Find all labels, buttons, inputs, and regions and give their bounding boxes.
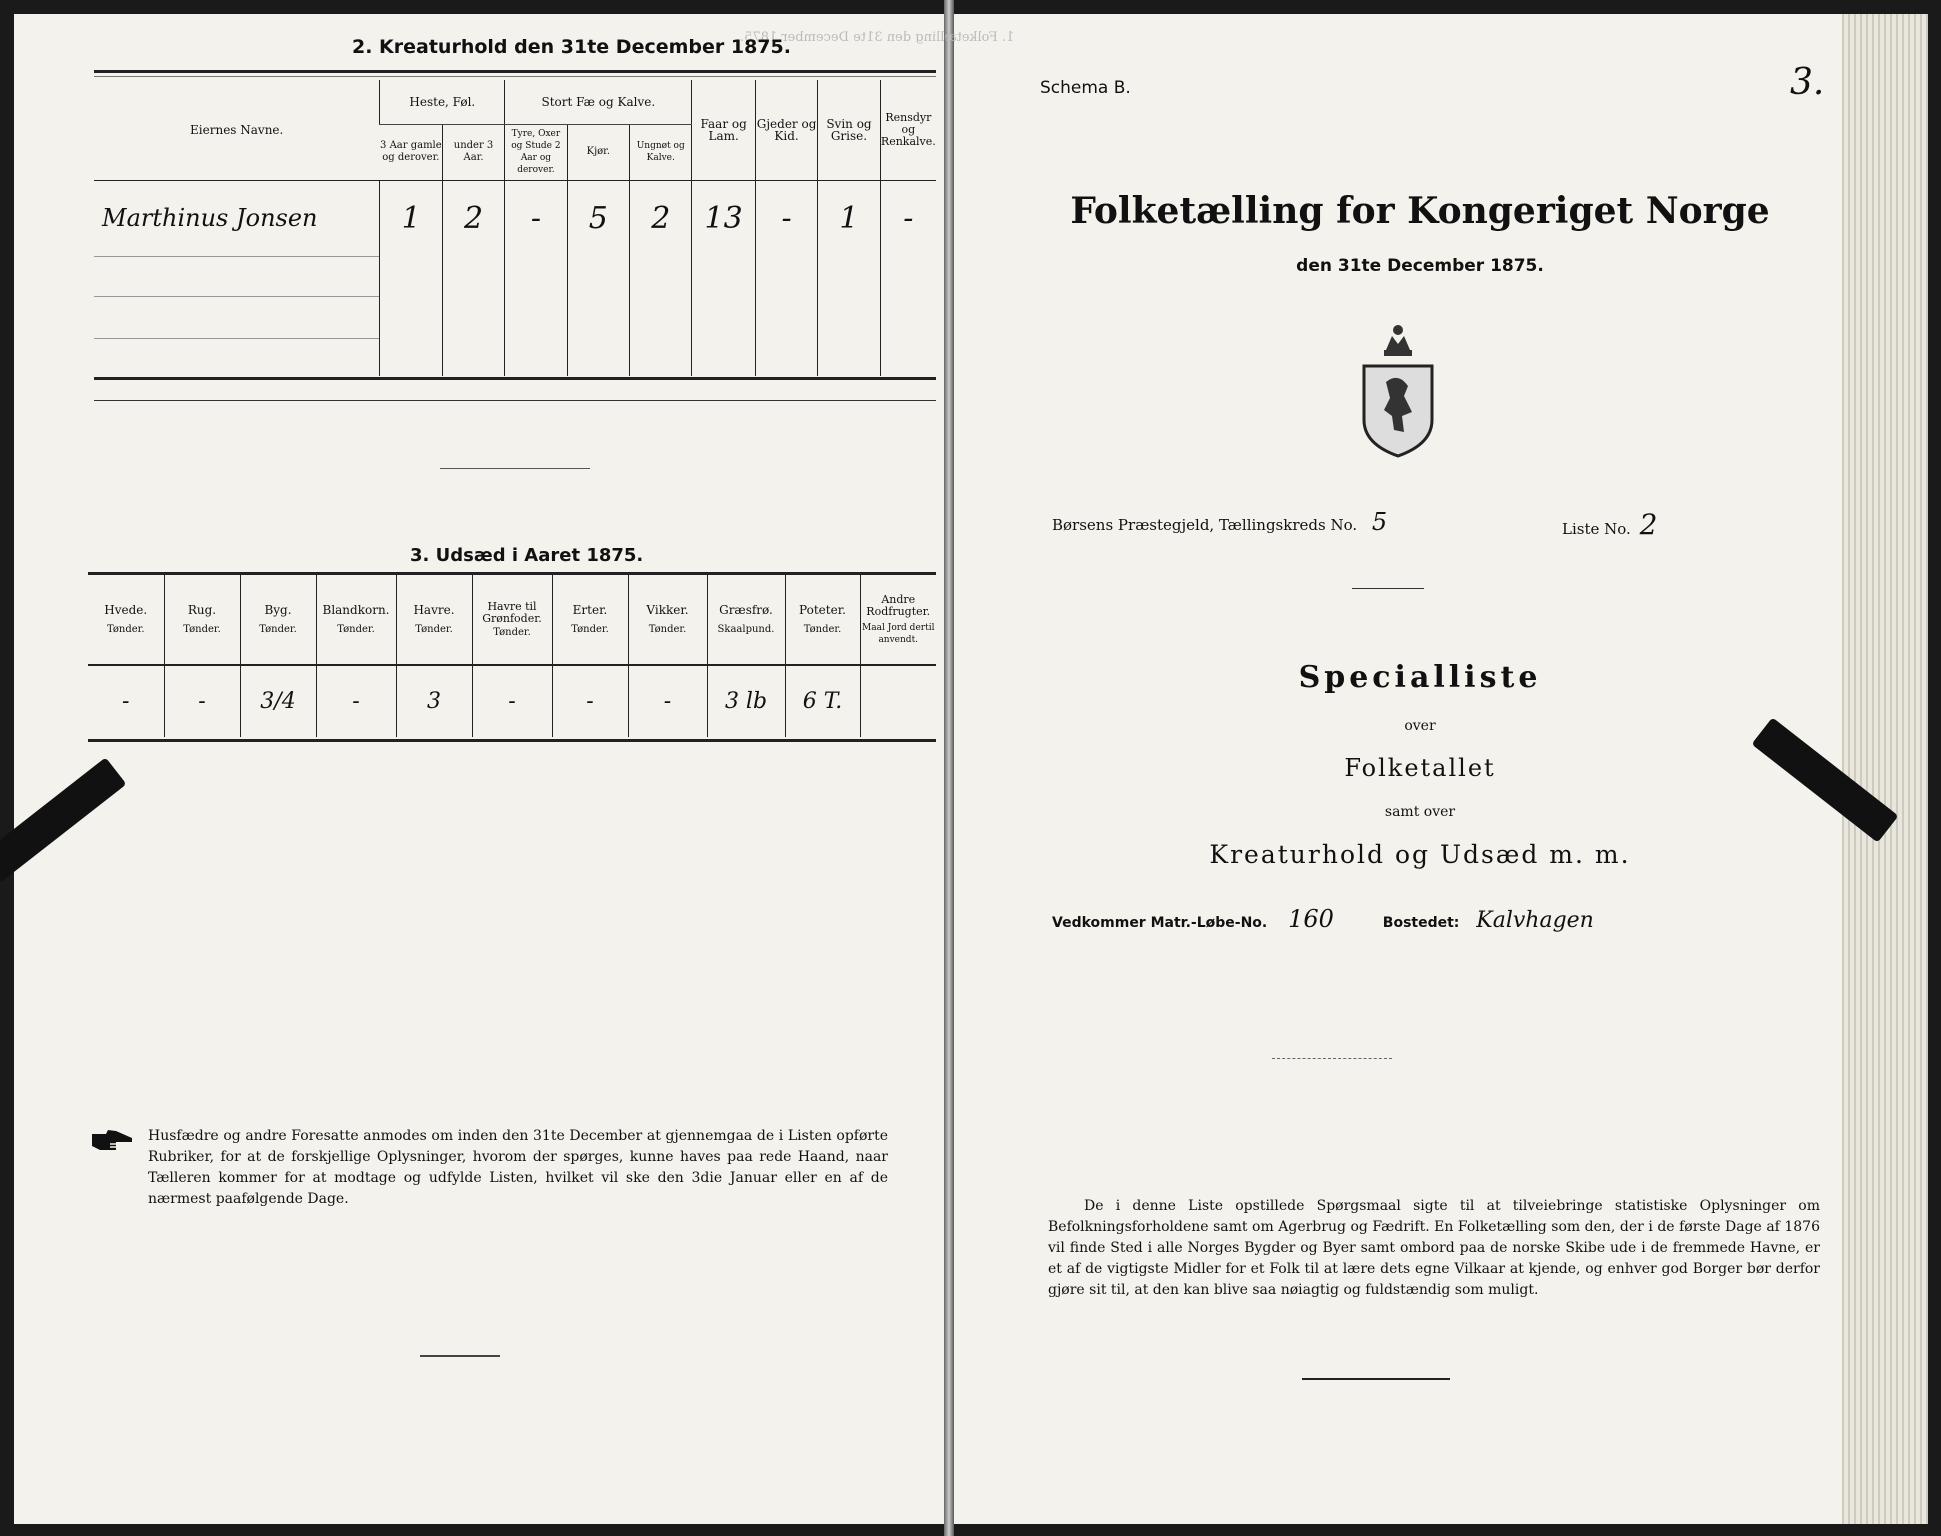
subtitle: den 31te December 1875. — [1296, 256, 1544, 276]
bosted-label: Bostedet: — [1382, 915, 1460, 931]
page-edge-strip — [1842, 14, 1928, 1524]
table-row — [94, 256, 936, 296]
liste-label: Liste No. — [1562, 520, 1631, 538]
cell-stort-ungnot: 2 — [630, 180, 692, 256]
separator — [1272, 1058, 1392, 1059]
specialliste-heading: Specialliste — [1298, 660, 1542, 695]
cell-rensdyr: - — [880, 180, 936, 256]
sowing-col-poteter: Poteter. Tønder. — [785, 575, 860, 665]
table-row — [94, 180, 936, 256]
schema-label: Schema B. — [1040, 78, 1131, 98]
col-heste-old: 3 Aar gamle og derover. — [380, 124, 442, 180]
section2-title: 2. Kreaturhold den 31te December 1875. — [352, 36, 791, 58]
pointing-hand-icon — [90, 1128, 134, 1154]
bleed-through-text: 1. Folketælling den 31te December 1875. — [740, 30, 1015, 45]
sowing-table — [88, 575, 936, 737]
cell-heste-young: 2 — [442, 180, 504, 256]
sowing-value-poteter: 6 T. — [785, 665, 860, 737]
kreds-number: 5 — [1371, 508, 1388, 536]
cell-faar: 13 — [692, 180, 755, 256]
section3-bottom-rule — [88, 739, 936, 742]
sowing-value-havre: 3 — [396, 665, 472, 737]
section3-title: 3. Udsæd i Aaret 1875. — [410, 545, 644, 566]
final-rule — [1302, 1378, 1450, 1380]
samt-over-text: samt over — [1384, 804, 1456, 820]
matr-number: 160 — [1288, 905, 1334, 933]
separator — [440, 468, 590, 469]
matr-line — [1052, 905, 1594, 933]
sowing-value-rug: - — [164, 665, 240, 737]
table-row — [94, 296, 936, 338]
section2-top-thin-rule — [94, 76, 936, 77]
liste-line — [1562, 508, 1657, 541]
col-stort-ungnot: Ungnøt og Kalve. — [630, 124, 692, 180]
main-title: Folketælling for Kongeriget Norge — [1070, 190, 1770, 232]
sowing-value-andre — [860, 665, 936, 737]
col-gjeder: Gjeder og Kid. — [755, 80, 817, 180]
cell-heste-old: 1 — [380, 180, 442, 256]
col-heste-group: Heste, Føl. — [380, 80, 505, 124]
sowing-col-hvede: Hvede. Tønder. — [104, 602, 148, 635]
bosted-value: Kalvhagen — [1476, 908, 1594, 933]
notice-text: Husfædre og andre Foresatte anmodes om inden den 31te December at gjennemgaa de i Listen opførte Rubriker, for at de forskjellige Oplysninger, hvorom der spørges, kunne haves paa rede Haand, naar Tælleren kommer for at modtage og udfylde Listen, hvilket vil ske den 3die Januar eller en af de nærmest paafølgende Dage. — [148, 1128, 888, 1207]
owner-name: Marthinus Jonsen — [102, 204, 318, 232]
separator — [420, 1355, 500, 1357]
col-stort-kjer: Kjør. — [567, 124, 629, 180]
table-row — [88, 665, 936, 737]
section2-top-rule — [94, 70, 936, 73]
sowing-value-vikker: - — [628, 665, 707, 737]
over-text-1: over — [1404, 718, 1436, 734]
sowing-col-andre: Andre Rodfrugter. Maal Jord dertil anvendt. — [860, 575, 936, 665]
coat-of-arms-icon — [1358, 320, 1438, 460]
sowing-col-rug: Rug. Tønder. — [164, 575, 240, 665]
sowing-value-graesfro: 3 lb — [707, 665, 785, 737]
kreatur-heading: Kreaturhold og Udsæd m. m. — [1209, 840, 1631, 869]
separator — [1352, 588, 1424, 589]
liste-number: 2 — [1639, 508, 1658, 541]
sowing-col-havre-gronfoder: Havre til Grønfoder. Tønder. — [472, 575, 552, 665]
sowing-col-blandkorn: Blandkorn. Tønder. — [316, 575, 396, 665]
matr-label: Vedkommer Matr.-Løbe-No. — [1052, 915, 1268, 931]
prestegjeld-line — [1052, 508, 1387, 536]
sowing-value-erter: - — [552, 665, 628, 737]
cell-stort-tyre: - — [505, 180, 567, 256]
cell-svin: 1 — [818, 180, 880, 256]
section2-bottom-rule — [94, 377, 936, 380]
col-heste-young: under 3 Aar. — [442, 124, 504, 180]
bottom-paragraph: De i denne Liste opstillede Spørgsmaal sigte til at tilveiebringe statistiske Oplysninger om Befolkningsforholdene samt om Agerbrug og Fædrift. En Folketælling som den, der i de første Dage af 1876 vil finde Sted i alle Norges Bygder og Byer samt ombord paa de norske Skibe ude i de fremmede Havne, er et af de vigtigste Midler for et Folk til at lære dets egne Vilkaar at kjende, og enhver god Borger bør derfor gjøre sit til, at den kan blive saa nøiagtig og fuldstændig som muligt. — [1048, 1198, 1820, 1298]
col-stort-group: Stort Fæ og Kalve. — [505, 80, 692, 124]
sowing-value-blandkorn: - — [316, 665, 396, 737]
sowing-col-byg: Byg. Tønder. — [240, 575, 316, 665]
col-owner-header: Eiernes Navne. — [94, 80, 380, 180]
col-svin: Svin og Grise. — [818, 80, 880, 180]
cell-stort-kjer: 5 — [567, 180, 629, 256]
sowing-value-hvede: - — [88, 665, 164, 737]
folketallet-heading: Folketallet — [1344, 754, 1496, 782]
cell-gjeder: - — [755, 180, 817, 256]
col-stort-tyre: Tyre, Oxer og Stude 2 Aar og derover. — [505, 124, 567, 180]
table-row — [94, 338, 936, 376]
sowing-col-erter: Erter. Tønder. — [552, 575, 628, 665]
sowing-col-havre: Havre. Tønder. — [396, 575, 472, 665]
sowing-value-havre-gronfoder: - — [472, 665, 552, 737]
sowing-col-vikker: Vikker. Tønder. — [628, 575, 707, 665]
section2-bottom-thin-rule — [94, 400, 936, 401]
prestegjeld-label: Børsens Præstegjeld, Tællingskreds No. — [1052, 516, 1358, 534]
page-number: 3. — [1790, 62, 1825, 103]
sowing-col-graesfro: Græsfrø. Skaalpund. — [707, 575, 785, 665]
col-rensdyr: Rensdyr og Renkalve. — [880, 80, 936, 180]
book-spine — [944, 0, 954, 1536]
col-faar: Faar og Lam. — [692, 80, 755, 180]
sowing-value-byg: 3/4 — [240, 665, 316, 737]
livestock-table — [94, 80, 936, 376]
